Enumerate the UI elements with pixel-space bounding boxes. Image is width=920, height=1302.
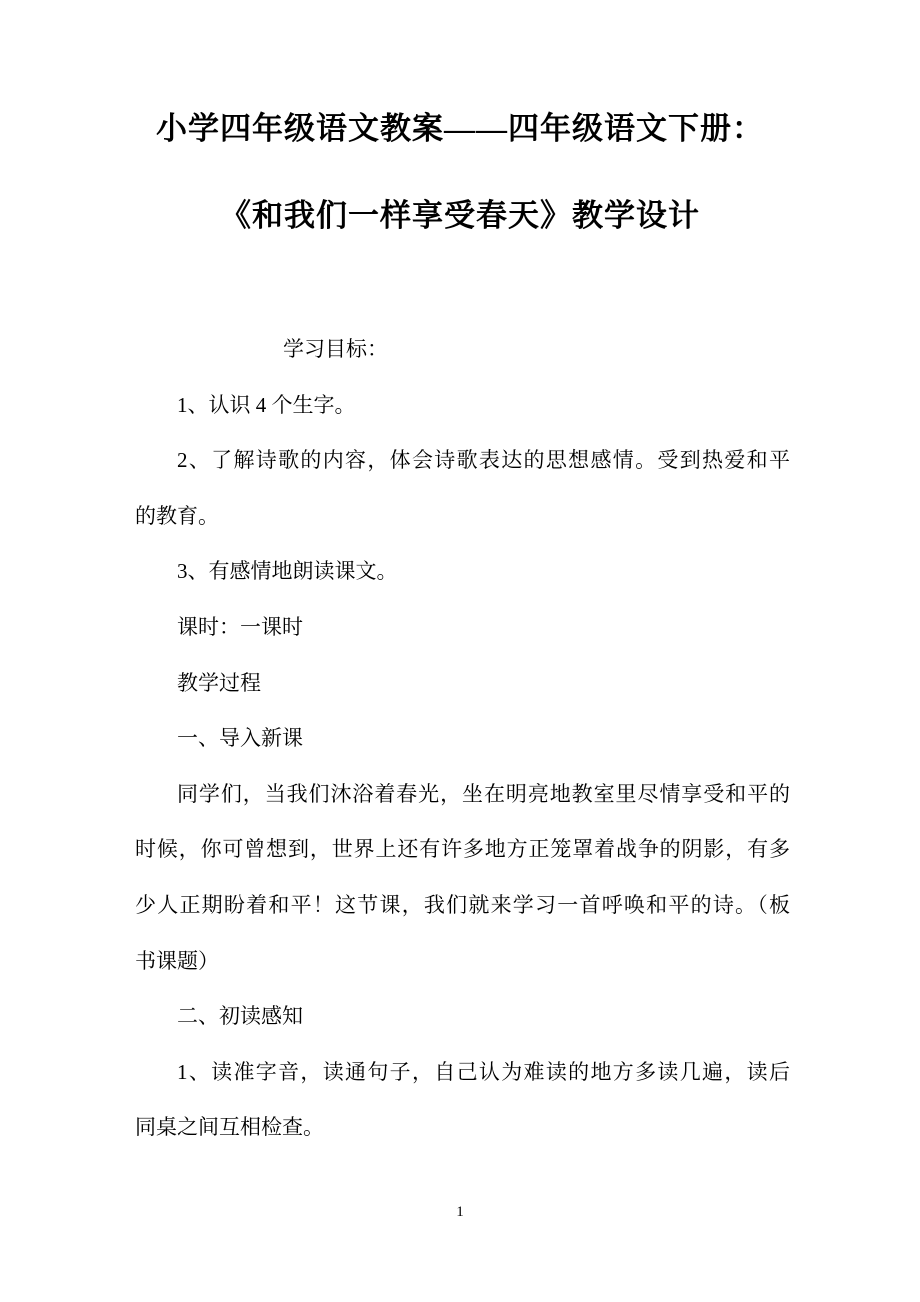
body-line-intro-4: 书课题） <box>135 948 219 973</box>
body-line-goal-3: 3、有感情地朗读课文。 <box>177 559 398 584</box>
body-line-goal-2-cont: 的教育。 <box>135 503 219 528</box>
document-title <box>0 85 920 259</box>
document-body <box>135 322 790 1156</box>
body-line-process-heading: 教学过程 <box>177 670 261 695</box>
title-line-1: 小学四年级语文教案——四年级语文下册： <box>156 111 764 146</box>
page-number: 1 <box>456 1204 464 1220</box>
body-line-intro-3: 少人正期盼着和平！这节课，我们就来学习一首呼唤和平的诗。（板 <box>135 892 790 917</box>
body-line-reading-2: 同桌之间互相检查。 <box>135 1115 324 1140</box>
body-line-goals-heading: 学习目标： <box>283 337 388 361</box>
body-line-reading-1: 1、读准字音，读通句子，自己认为难读的地方多读几遍，读后 <box>177 1059 790 1084</box>
body-line-goal-2: 2、了解诗歌的内容，体会诗歌表达的思想感情。受到热爱和平 <box>177 448 790 473</box>
body-line-lesson-time: 课时：一课时 <box>177 614 303 639</box>
body-line-intro-1: 同学们，当我们沐浴着春光，坐在明亮地教室里尽情享受和平的 <box>177 781 790 806</box>
body-line-goal-1: 1、认识 4 个生字。 <box>177 392 356 417</box>
body-line-intro-2: 时候，你可曾想到，世界上还有许多地方正笼罩着战争的阴影，有多 <box>135 837 790 862</box>
body-line-section-2: 二、初读感知 <box>177 1004 303 1029</box>
title-line-2: 《和我们一样享受春天》教学设计 <box>220 198 700 233</box>
body-line-section-1: 一、导入新课 <box>177 726 303 751</box>
